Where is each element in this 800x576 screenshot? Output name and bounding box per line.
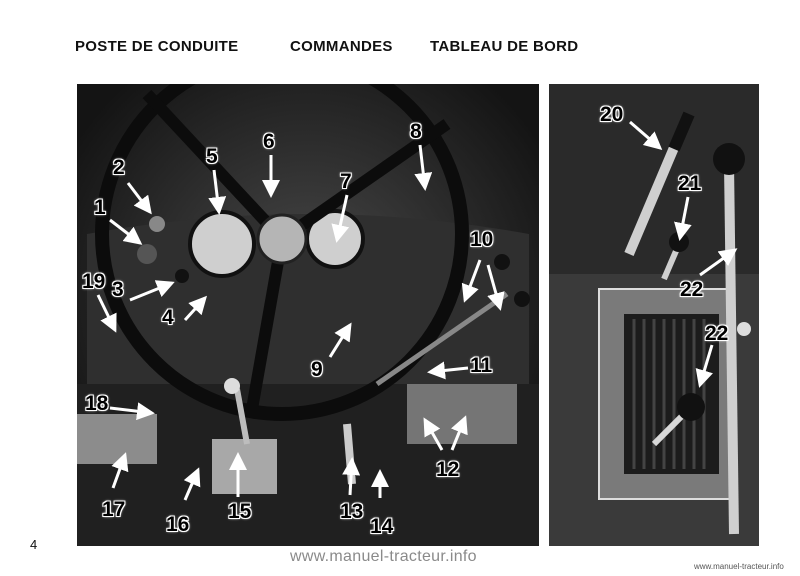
callout-22-lower: 22: [705, 322, 729, 345]
callout-21: 21: [678, 172, 702, 195]
callout-8: 8: [410, 120, 422, 143]
watermark: www.manuel-tracteur.info: [290, 548, 477, 565]
callout-2: 2: [113, 156, 125, 179]
callout-6: 6: [263, 130, 275, 153]
dashboard-illustration: [77, 84, 539, 546]
callout-10: 10: [470, 228, 494, 251]
callout-7: 7: [340, 170, 352, 193]
callout-1: 1: [94, 196, 106, 219]
photo-dashboard: [77, 84, 539, 546]
lever-22: [729, 164, 734, 534]
callout-9: 9: [311, 358, 323, 381]
page-number: 4: [30, 537, 38, 552]
heading-tableau-de-bord: TABLEAU DE BORD: [430, 38, 579, 55]
callout-13: 13: [340, 500, 364, 523]
callout-3: 3: [112, 278, 124, 301]
callout-14: 14: [370, 515, 394, 538]
callout-16: 16: [166, 513, 190, 536]
callout-18: 18: [85, 392, 109, 415]
callout-5: 5: [206, 145, 218, 168]
callout-17: 17: [102, 498, 126, 521]
callout-22-upper: 22: [680, 278, 704, 301]
gauge-5: [190, 212, 254, 276]
callout-20: 20: [600, 103, 624, 126]
photo-hydraulic-levers: [549, 84, 759, 546]
gear-gate-15: [212, 439, 277, 494]
levers-illustration: [549, 84, 759, 546]
callout-19: 19: [82, 270, 106, 293]
callout-11: 11: [470, 354, 493, 377]
knob-22: [677, 393, 705, 421]
knob-21: [669, 232, 689, 252]
pedal-17: [77, 414, 157, 464]
wheel-hub: [258, 215, 306, 263]
callout-15: 15: [228, 500, 252, 523]
watermark-small: www.manuel-tracteur.info: [694, 562, 784, 571]
heading-commandes: COMMANDES: [290, 38, 393, 55]
callout-4: 4: [162, 306, 174, 329]
callout-12: 12: [436, 458, 460, 481]
heading-poste-de-conduite: POSTE DE CONDUITE: [75, 38, 239, 55]
